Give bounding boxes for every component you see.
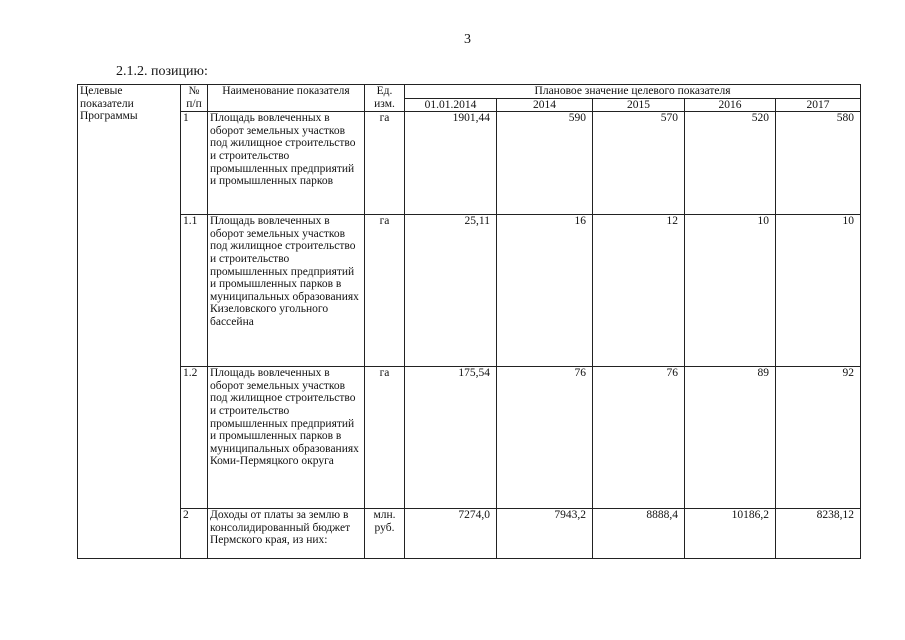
row-number: 1.2 <box>181 367 208 509</box>
row-unit: га <box>365 367 405 509</box>
row-value-2014: 76 <box>497 367 593 509</box>
row-value-2017: 580 <box>776 112 861 215</box>
header-planned-value: Плановое значение целевого показателя <box>405 85 861 99</box>
page-number: 3 <box>464 32 471 47</box>
row-value-2016: 520 <box>685 112 776 215</box>
target-indicators-table <box>77 84 861 559</box>
row-number: 1.1 <box>181 215 208 367</box>
row-value-2016: 89 <box>685 367 776 509</box>
row-unit: млн. руб. <box>365 509 405 559</box>
row-value-2016: 10 <box>685 215 776 367</box>
row-unit: га <box>365 215 405 367</box>
row-value-2014: 7943,2 <box>497 509 593 559</box>
row-value-2015: 76 <box>593 367 685 509</box>
row-value-base: 175,54 <box>405 367 497 509</box>
header-indicator-name: Наименование показателя <box>208 85 365 112</box>
row-value-base: 25,11 <box>405 215 497 367</box>
section-heading: 2.1.2. позицию: <box>116 64 208 79</box>
row-value-2015: 570 <box>593 112 685 215</box>
row-unit: га <box>365 112 405 215</box>
header-unit: Ед. изм. <box>365 85 405 112</box>
row-value-2017: 10 <box>776 215 861 367</box>
header-col-2016: 2016 <box>685 98 776 112</box>
row-value-2017: 8238,12 <box>776 509 861 559</box>
row-value-2016: 10186,2 <box>685 509 776 559</box>
row-value-base: 1901,44 <box>405 112 497 215</box>
row-value-2014: 16 <box>497 215 593 367</box>
row-indicator-name: Площадь вовлеченных в оборот земельных участков под жилищное строительство и строительство промышленных предприятий и промышленных парков в муниципальных образованиях Коми-Пермяцкого округа <box>208 367 365 509</box>
row-value-2015: 12 <box>593 215 685 367</box>
row-indicator-name: Доходы от платы за землю в консолидированный бюджет Пермского края, из них: <box>208 509 365 559</box>
table-row <box>78 215 861 367</box>
row-value-2015: 8888,4 <box>593 509 685 559</box>
row-indicator-name: Площадь вовлеченных в оборот земельных участков под жилищное строительство и строительство промышленных предприятий и промышленных парков <box>208 112 365 215</box>
table-row <box>78 509 861 559</box>
row-number: 1 <box>181 112 208 215</box>
row-value-2014: 590 <box>497 112 593 215</box>
row-value-2017: 92 <box>776 367 861 509</box>
header-col-base-date: 01.01.2014 <box>405 98 497 112</box>
header-col-2014: 2014 <box>497 98 593 112</box>
table-row <box>78 112 861 215</box>
row-value-base: 7274,0 <box>405 509 497 559</box>
header-col-2015: 2015 <box>593 98 685 112</box>
table-row <box>78 367 861 509</box>
header-number: № п/п <box>181 85 208 112</box>
header-target-group: Целевые показатели Программы <box>78 85 181 559</box>
row-number: 2 <box>181 509 208 559</box>
row-indicator-name: Площадь вовлеченных в оборот земельных участков под жилищное строительство и строительство промышленных предприятий и промышленных парков в муниципальных образованиях Кизеловского угольного бассейна <box>208 215 365 367</box>
header-row-top <box>78 85 861 99</box>
header-col-2017: 2017 <box>776 98 861 112</box>
